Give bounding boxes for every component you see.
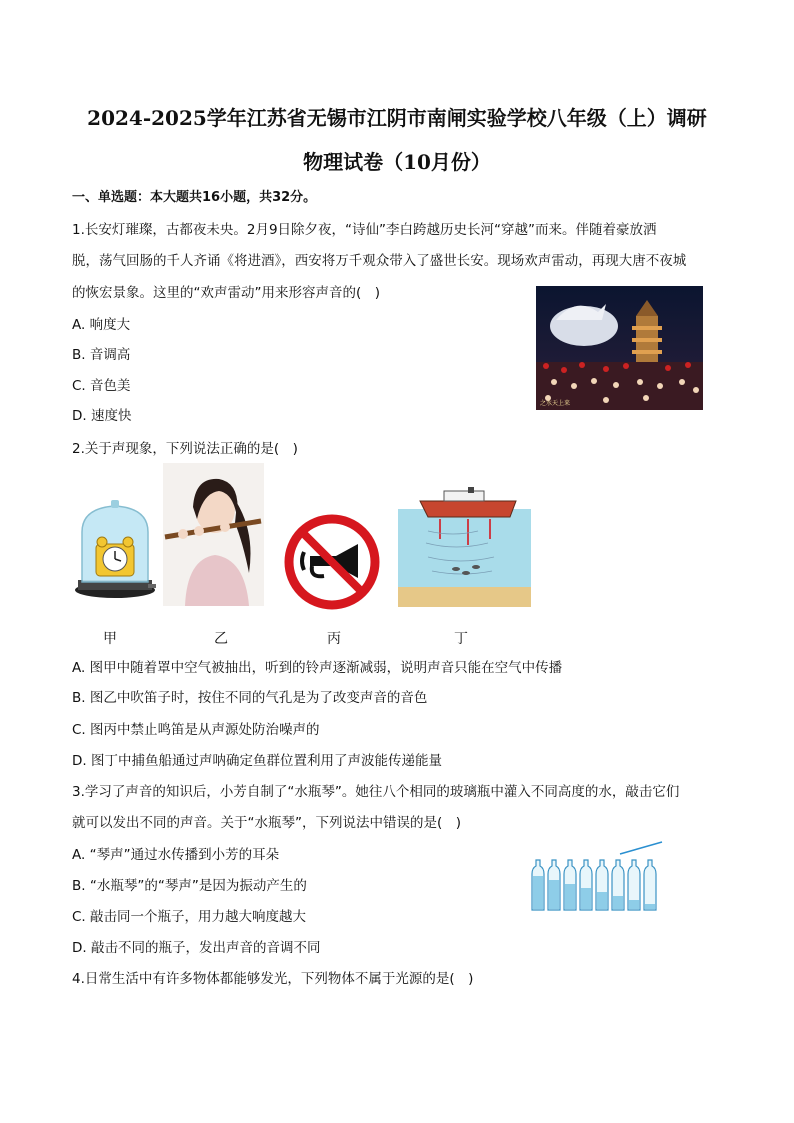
title-line-2: 物理试卷（10月份） [303,150,491,174]
section-heading: 一、单选题：本大题共16小题，共32分。 [72,190,317,205]
label-jia: 甲 [103,631,117,647]
q3-option-a[interactable]: A. “琴声”通过水传播到小芳的耳朵 [72,847,280,863]
q2-option-b[interactable]: B. 图乙中吹笛子时，按住不同的气孔是为了改变声音的音色 [72,690,428,706]
title-line-1: 2024-2025学年江苏省无锡市江阴市南闸实验学校八年级（上）调研 [87,106,707,130]
q3-option-d[interactable]: D. 敲击不同的瓶子，发出声音的音调不同 [72,940,321,956]
q3-stem-line-1: 3.学习了声音的知识后，小芳自制了“水瓶琴”。她往八个相同的玻璃瓶中灌入不同高度的水，敲击它们 [72,784,680,800]
sonar-boat-image [398,487,531,607]
q1-option-d[interactable]: D. 速度快 [72,408,132,424]
bell-jar-image [72,498,158,602]
q2-option-a[interactable]: A. 图甲中随着罩中空气被抽出，听到的铃声逐渐减弱，说明声音只能在空气中传播 [72,660,563,676]
q1-option-b[interactable]: B. 音调高 [72,347,131,363]
label-bing: 丙 [327,631,341,647]
q1-stem-line-2: 脱，荡气回肠的千人齐诵《将进酒》，西安将万千观众带入了盛世长安。现场欢声雷动，再现大唐不夜城 [72,253,687,269]
q1-image-caption: 之水天上来 [540,400,571,407]
q1-stem-line-1: 1.长安灯璀璨，古都夜未央。2月9日除夕夜，“诗仙”李白跨越历史长河“穿越”而来。伴随着豪放洒 [72,222,657,238]
label-ding: 丁 [454,631,468,647]
flute-player-image [163,463,264,606]
q3-option-b[interactable]: B. “水瓶琴”的“琴声”是因为振动产生的 [72,878,307,894]
q3-option-c[interactable]: C. 敲击同一个瓶子，用力越大响度越大 [72,909,307,925]
q1-night-show-image [536,286,703,410]
water-bottles-image [524,840,666,912]
q1-option-c[interactable]: C. 音色美 [72,378,131,394]
no-horn-sign-image [280,514,384,610]
q3-stem-line-2: 就可以发出不同的声音。关于“水瓶琴”，下列说法中错误的是( ) [72,815,462,831]
q4-stem: 4.日常生活中有许多物体都能够发光，下列物体不属于光源的是( ) [72,971,474,987]
q2-option-c[interactable]: C. 图丙中禁止鸣笛是从声源处防治噪声的 [72,722,320,738]
q2-stem: 2.关于声现象，下列说法正确的是( ) [72,441,298,457]
q2-option-d[interactable]: D. 图丁中捕鱼船通过声呐确定鱼群位置利用了声波能传递能量 [72,753,442,769]
label-yi: 乙 [214,631,228,647]
q1-stem-line-3: 的恢宏景象。这里的“欢声雷动”用来形容声音的( ) [72,285,381,301]
q1-option-a[interactable]: A. 响度大 [72,317,131,333]
